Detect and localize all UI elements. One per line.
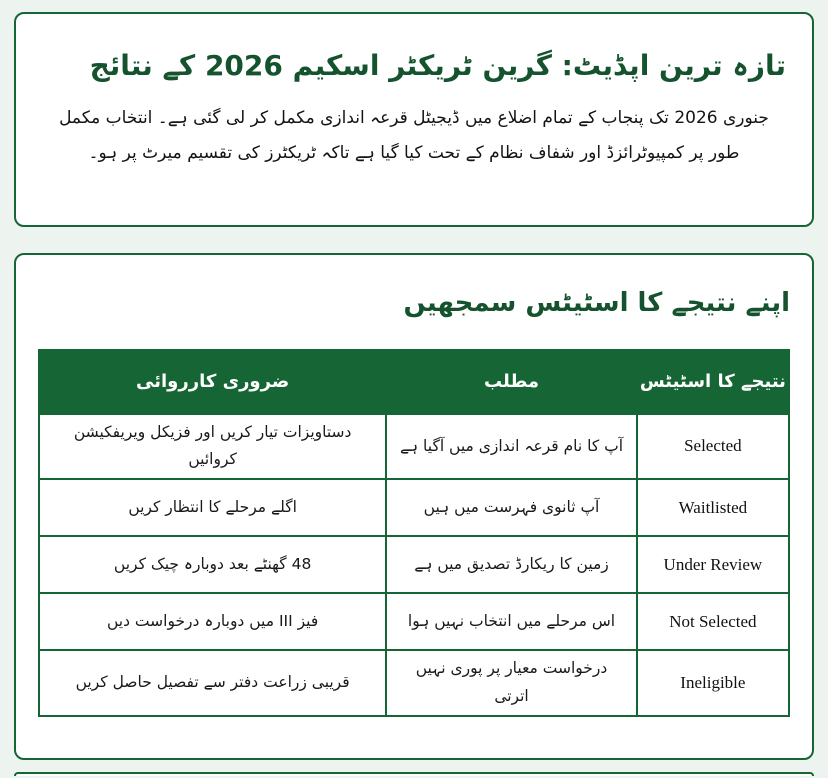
- action-value: فیز III میں دوبارہ درخواست دیں: [39, 593, 386, 650]
- table-row-not-selected: [39, 593, 789, 650]
- action-value: 48 گھنٹے بعد دوبارہ چیک کریں: [39, 536, 386, 593]
- status-value: Not Selected: [637, 593, 789, 650]
- meaning-value: آپ کا نام قرعہ اندازی میں آگیا ہے: [386, 414, 637, 480]
- action-value: دستاویزات تیار کریں اور فزیکل ویریفکیشن کروائیں: [39, 414, 386, 480]
- update-card-body: جنوری 2026 تک پنجاب کے تمام اضلاع میں ڈیجیٹل قرعہ اندازی مکمل کر لی گئی ہے۔ انتخاب مکمل طور پر کمپیوٹرائزڈ اور شفاف نظام کے تحت کیا گیا ہے تاکہ ٹریکٹرز کی تقسیم میرٹ پر ہو۔: [59, 108, 769, 164]
- update-card-title: تازہ ترین اپڈیٹ: گرین ٹریکٹر اسکیم 2026 کے نتائج: [89, 49, 786, 82]
- column-header-meaning: مطلب: [386, 350, 637, 414]
- status-value: Ineligible: [637, 650, 789, 716]
- column-header-status: نتیجے کا اسٹیٹس: [637, 350, 789, 414]
- meaning-value: زمین کا ریکارڈ تصدیق میں ہے: [386, 536, 637, 593]
- status-value: Selected: [637, 414, 789, 480]
- status-value: Waitlisted: [637, 479, 789, 536]
- meaning-value: اس مرحلے میں انتخاب نہیں ہوا: [386, 593, 637, 650]
- table-row-under-review: [39, 536, 789, 593]
- status-table: [38, 349, 790, 718]
- status-value: Under Review: [637, 536, 789, 593]
- status-table-body: [39, 414, 789, 717]
- latest-update-card: [14, 12, 814, 227]
- status-table-head: [39, 350, 789, 414]
- next-card-top-edge: [14, 772, 814, 776]
- status-guide-card: [14, 253, 814, 760]
- table-row-selected: [39, 414, 789, 480]
- meaning-value: درخواست معیار پر پوری نہیں اترتی: [386, 650, 637, 716]
- meaning-value: آپ ثانوی فہرست میں ہیں: [386, 479, 637, 536]
- status-table-header-row: [39, 350, 789, 414]
- status-card-title: اپنے نتیجے کا اسٹیٹس سمجھیں: [403, 288, 790, 318]
- table-row-waitlisted: [39, 479, 789, 536]
- action-value: اگلے مرحلے کا انتظار کریں: [39, 479, 386, 536]
- column-header-action: ضروری کارروائی: [39, 350, 386, 414]
- table-row-ineligible: [39, 650, 789, 716]
- action-value: قریبی زراعت دفتر سے تفصیل حاصل کریں: [39, 650, 386, 716]
